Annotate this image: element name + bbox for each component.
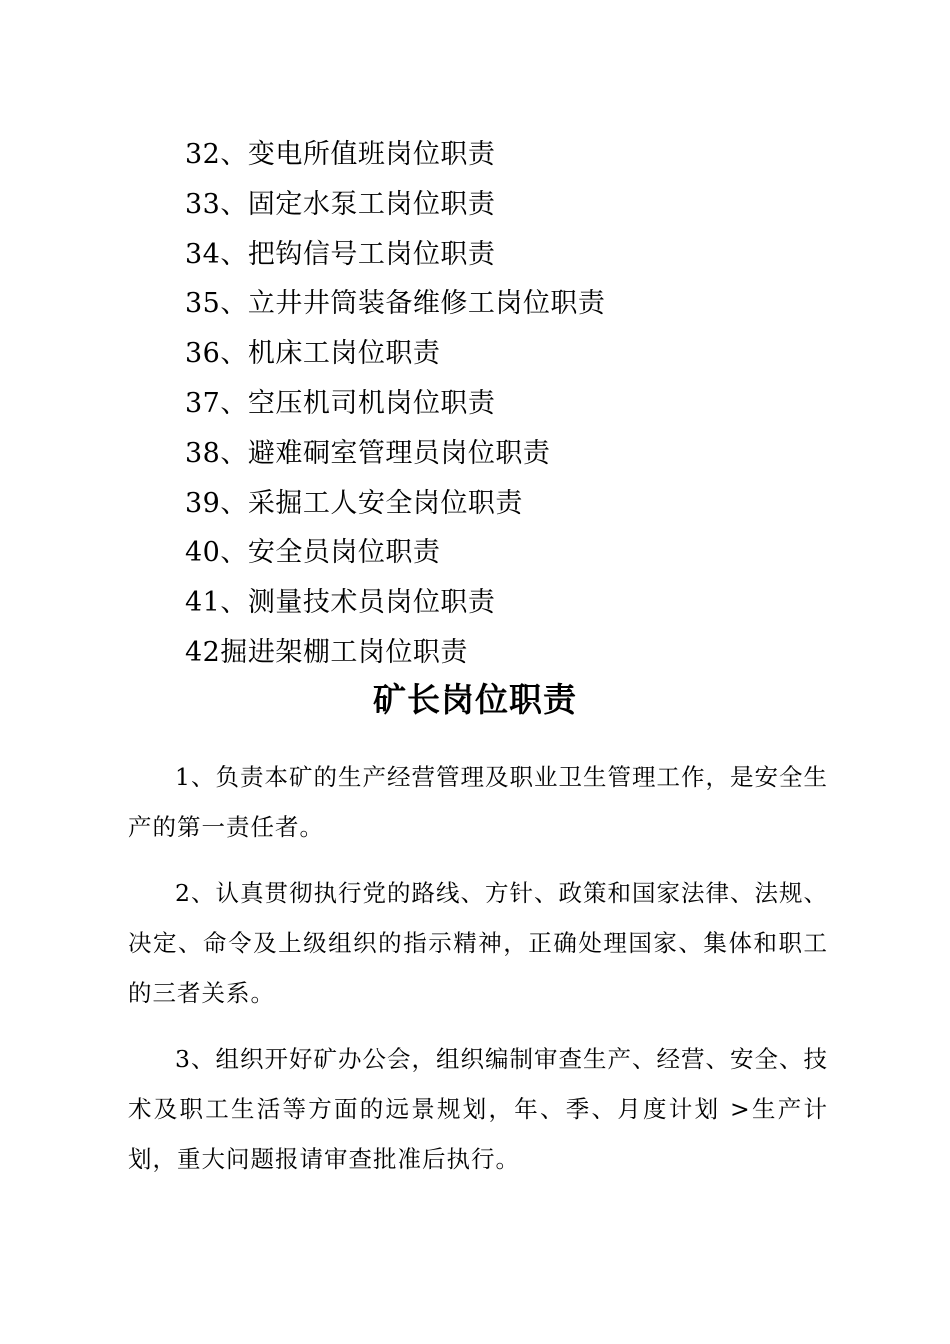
- toc-item: 40、安全员岗位职责: [185, 537, 441, 569]
- toc-item: 35、立井井筒装备维修工岗位职责: [185, 288, 606, 320]
- toc-item: 34、把钩信号工岗位职责: [185, 238, 496, 270]
- toc-item: 39、采掘工人安全岗位职责: [185, 487, 523, 519]
- toc-item: 41、测量技术员岗位职责: [185, 587, 496, 619]
- section-body: [128, 752, 828, 1200]
- toc-item: 38、避难硐室管理员岗位职责: [185, 437, 551, 469]
- toc-item: 32、变电所值班岗位职责: [185, 139, 496, 170]
- toc-item: 37、空压机司机岗位职责: [185, 387, 496, 419]
- toc-list: [185, 130, 605, 678]
- section-title: 矿长岗位职责: [373, 680, 577, 719]
- toc-item: 42掘进架棚工岗位职责: [185, 636, 468, 668]
- paragraph: 2、认真贯彻执行党的路线、方针、政策和国家法律、法规、决定、命令及上级组织的指示精神，正确处理国家、集体和职工的三者关系。: [128, 879, 828, 1007]
- paragraph: 3、组织开好矿办公会，组织编制审查生产、经营、安全、技术及职工生活等方面的远景规划，年、季、月度计划 >生产计划，重大问题报请审查批准后执行。: [128, 1045, 828, 1173]
- toc-item: 36、机床工岗位职责: [185, 338, 441, 370]
- toc-item: 33、固定水泵工岗位职责: [185, 188, 496, 220]
- paragraph: 1、负责本矿的生产经营管理及职业卫生管理工作，是安全生产的第一责任者。: [128, 763, 828, 841]
